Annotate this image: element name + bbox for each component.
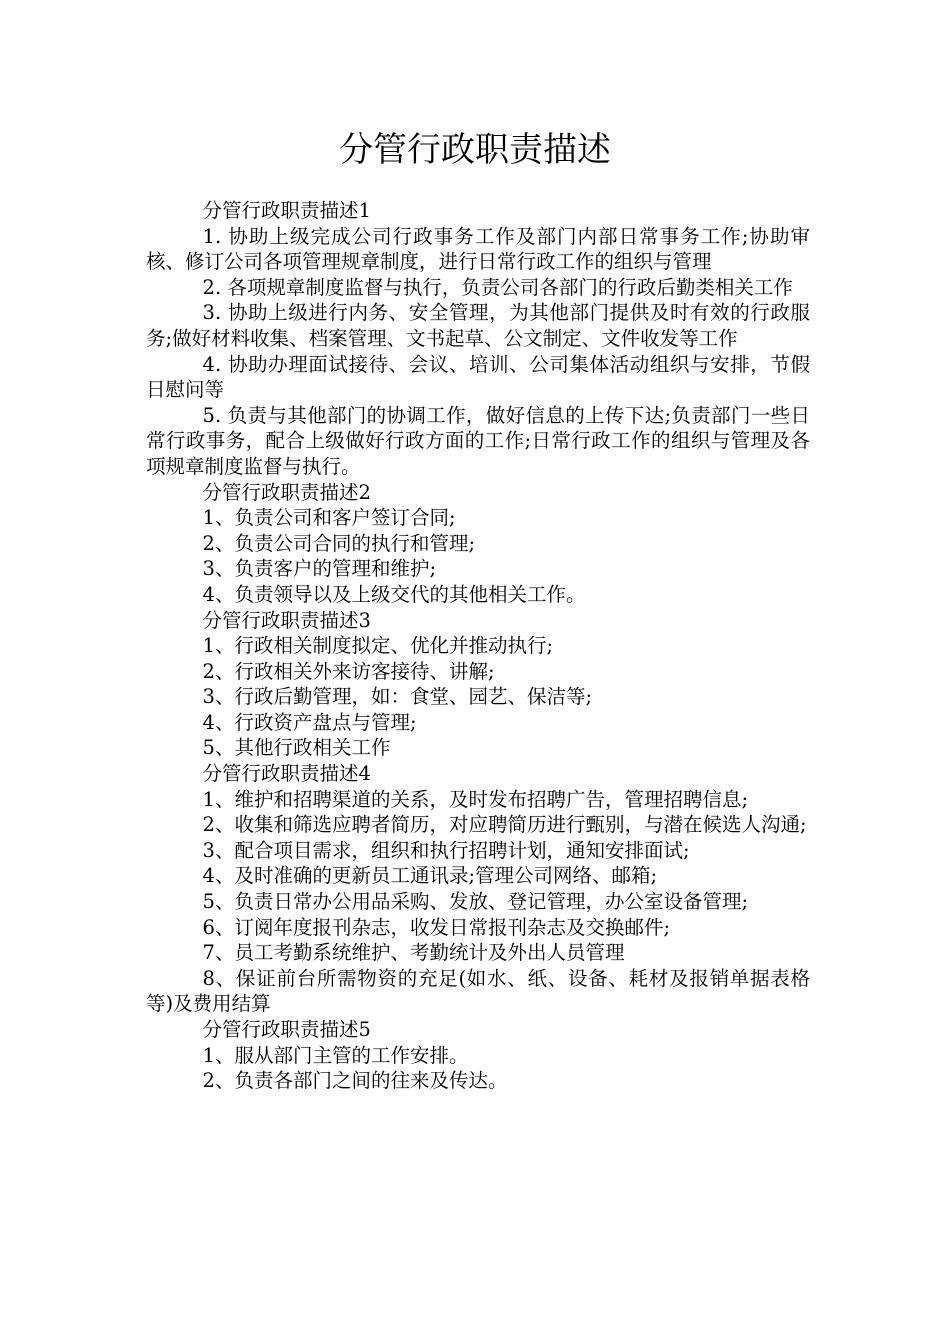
duty-paragraph: 2、收集和筛选应聘者简历，对应聘简历进行甄别，与潜在候选人沟通;	[202, 813, 807, 837]
duty-paragraph: 1、服从部门主管的工作安排。	[202, 1043, 469, 1067]
document-title: 分管行政职责描述	[339, 130, 611, 170]
section-heading-1: 分管行政职责描述1	[202, 199, 371, 222]
duty-paragraph: 2、行政相关外来访客接待、讲解;	[202, 659, 495, 683]
duty-paragraph: 2、负责各部门之间的往来及传达。	[202, 1069, 508, 1093]
duty-paragraph: 4. 协助办理面试接待、会议、培训、公司集体活动组织与安排，节假日慰问等	[146, 352, 810, 402]
section-heading-3: 分管行政职责描述3	[202, 608, 371, 632]
section-heading-5: 分管行政职责描述5	[202, 1018, 371, 1041]
duty-paragraph: 8、保证前台所需物资的充足(如水、纸、设备、耗材及报销单据表格等)及费用结算	[146, 966, 810, 1016]
duty-paragraph: 4、及时准确的更新员工通讯录;管理公司网络、邮箱;	[202, 864, 658, 888]
duty-paragraph: 1、行政相关制度拟定、优化并推动执行;	[202, 634, 554, 658]
duty-paragraph: 3、行政后勤管理，如：食堂、园艺、保洁等;	[202, 685, 593, 709]
duty-paragraph: 4、行政资产盘点与管理;	[202, 710, 417, 734]
duty-paragraph: 1. 协助上级完成公司行政事务工作及部门内部日常事务工作;协助审核、修订公司各项管理规章制度，进行日常行政工作的组织与管理	[146, 224, 810, 274]
duty-paragraph: 5、其他行政相关工作	[202, 736, 391, 760]
duty-paragraph: 2. 各项规章制度监督与执行，负责公司各部门的行政后勤类相关工作	[202, 275, 793, 299]
duty-paragraph: 5. 负责与其他部门的协调工作，做好信息的上传下达;负责部门一些日常行政事务，配合上级做好行政方面的工作;日常行政工作的组织与管理及各项规章制度监督与执行。	[146, 403, 810, 478]
duty-paragraph: 3、配合项目需求，组织和执行招聘计划，通知安排面试;	[202, 838, 690, 862]
section-heading-2: 分管行政职责描述2	[202, 480, 371, 504]
duty-paragraph: 2、负责公司合同的执行和管理;	[202, 531, 476, 555]
duty-paragraph: 3. 协助上级进行内务、安全管理，为其他部门提供及时有效的行政服务;做好材料收集、档案管理、文书起草、公文制定、文件收发等工作	[146, 301, 810, 350]
section-heading-4: 分管行政职责描述4	[202, 762, 371, 786]
duty-paragraph: 1、维护和招聘渠道的关系，及时发布招聘广告，管理招聘信息;	[202, 787, 749, 811]
document-body	[146, 198, 810, 1094]
duty-paragraph: 1、负责公司和客户签订合同;	[202, 506, 456, 530]
duty-paragraph: 7、员工考勤系统维护、考勤统计及外出人员管理	[202, 941, 625, 965]
duty-paragraph: 4、负责领导以及上级交代的其他相关工作。	[202, 582, 586, 606]
duty-paragraph: 6、订阅年度报刊杂志，收发日常报刊杂志及交换邮件;	[202, 915, 671, 939]
duty-paragraph: 3、负责客户的管理和维护;	[202, 557, 437, 581]
duty-paragraph: 5、负责日常办公用品采购、发放、登记管理，办公室设备管理;	[202, 890, 749, 914]
